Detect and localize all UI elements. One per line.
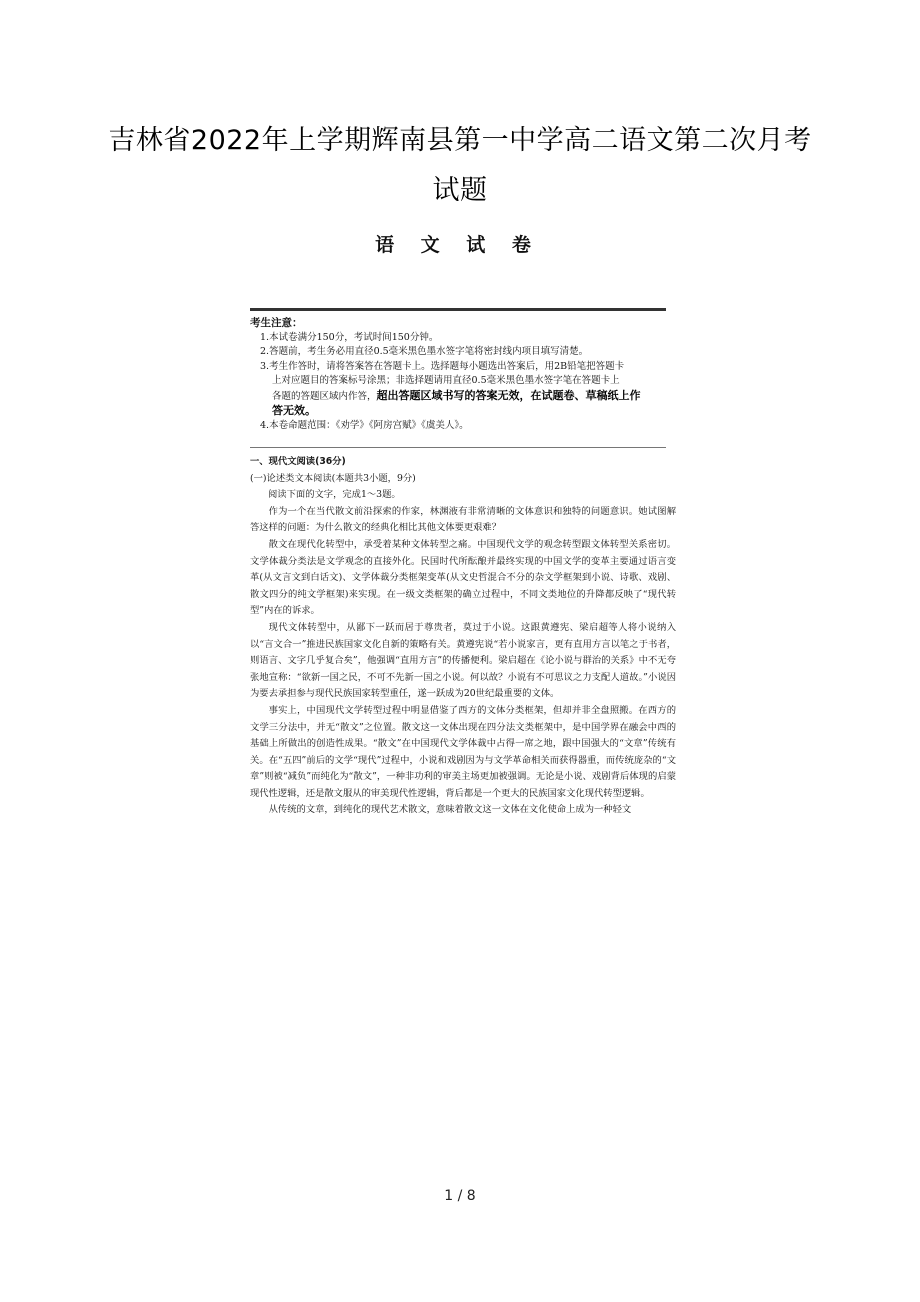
exam-heading: 语 文 试 卷 <box>375 234 541 256</box>
notice-item-3-cont: 上对应题目的答案标号涂黑；非选择题请用直径0.5毫米黑色墨水签字笔在答题卡上 <box>272 375 620 386</box>
reading-passage <box>250 454 676 819</box>
candidate-notice <box>250 316 670 433</box>
document-title-line-1: 吉林省2022年上学期辉南县第一中学高二语文第二次月考 <box>108 125 812 156</box>
document-title-line-2: 试题 <box>432 175 488 206</box>
header-rule <box>250 308 666 311</box>
passage-paragraph: 散文在现代化转型中，承受着某种文体转型之痛。中国现代文学的观念转型跟文体转型关系密切。文学体裁分类法是文学观念的直接外化。民国时代所酝酿并最终实现的中国文学的变革主要通过语言变革(从文言文到白话文)、文学体裁分类框架变革(从文史哲混合不分的杂文学框架到小说、诗歌、戏剧、散文四分的纯文学框架)来实现。在一级文类框架的确立过程中，不同文类地位的升降都反映了“现代转型”内在的诉求。 <box>250 538 676 617</box>
notice-item-4: 4.本卷命题范围：《劝学》《阿房宫赋》《虞美人》。 <box>260 419 469 431</box>
notice-item-3-text: 各题的答题区域内作答， <box>272 390 377 402</box>
notice-item-3-cont-2 <box>250 389 670 405</box>
notice-warning-bold-2: 答无效。 <box>272 404 316 417</box>
notice-title: 考生注意： <box>250 317 303 329</box>
notice-warning-bold: 超出答题区域书写的答案无效，在试题卷、草稿纸上作 <box>376 388 641 402</box>
notice-item-3: 3.考生作答时，请将答案答在答题卡上。选择题每小题选出答案后，用2B铅笔把答题卡 <box>260 360 625 372</box>
passage-paragraph: 从传统的文章，到纯化的现代艺术散文，意味着散文这一文体在文化使命上成为一种轻文 <box>268 804 632 816</box>
subsection-heading: (一)论述类文本阅读(本题共3小题，9分) <box>250 472 416 484</box>
notice-item-2: 2.答题前，考生务必用直径0.5毫米黑色墨水签字笔将密封线内项目填写清楚。 <box>260 346 589 357</box>
passage-paragraph: 作为一个在当代散文前沿探索的作家，林渊液有非常清晰的文体意识和独特的问题意识。她试图解答这样的问题：为什么散文的经典化相比其他文体要更艰难？ <box>250 505 676 534</box>
section-divider <box>250 447 666 448</box>
page-indicator: 1 / 8 <box>444 1188 476 1204</box>
passage-paragraph: 现代文体转型中，从鄙下一跃而居于尊贵者，莫过于小说。这跟黄遵宪、梁启超等人将小说纳入以“言文合一”推进民族国家文化自新的策略有关。黄遵宪说“若小说家言，更有直用方言以笔之于书者，则语言、文字几乎复合矣”，他强调“直用方言”的传播便利。梁启超在《论小说与群治的关系》中不无夸张地宣称：“欲新一国之民，不可不先新一国之小说。何以故？小说有不可思议之力支配人道故。”小说因为要去承担参与现代民族国家转型重任，遂一跃成为20世纪最重要的文体。 <box>250 621 676 700</box>
passage-paragraph: 事实上，中国现代文学转型过程中明显借鉴了西方的文体分类框架，但却并非全盘照搬。在西方的文学三分法中，并无“散文”之位置。散文这一文体出现在四分法文类框架中，是中国学界在融会中西的基础上所做出的创造性成果。“散文”在中国现代文学体裁中占得一席之地，跟中国强大的“文章”传统有关。在“五四”前后的文学“现代”过程中，小说和戏剧因为与文学革命相关而获得器重，而传统庞杂的“文章”则被“减负”而纯化为“散文”，一种非功利的审美主场更加被强调。无论是小说、戏剧背后体现的启蒙现代性逻辑，还是散文服从的审美现代性逻辑，背后都是一个更大的民族国家文化现代转型逻辑。 <box>250 704 676 799</box>
section-heading: 一、现代文阅读(36分) <box>250 456 346 467</box>
reading-instruction: 阅读下面的文字，完成1～3题。 <box>268 489 401 501</box>
notice-item-1: 1.本试卷满分150分，考试时间150分钟。 <box>260 331 439 343</box>
scanned-exam-page <box>238 222 678 892</box>
